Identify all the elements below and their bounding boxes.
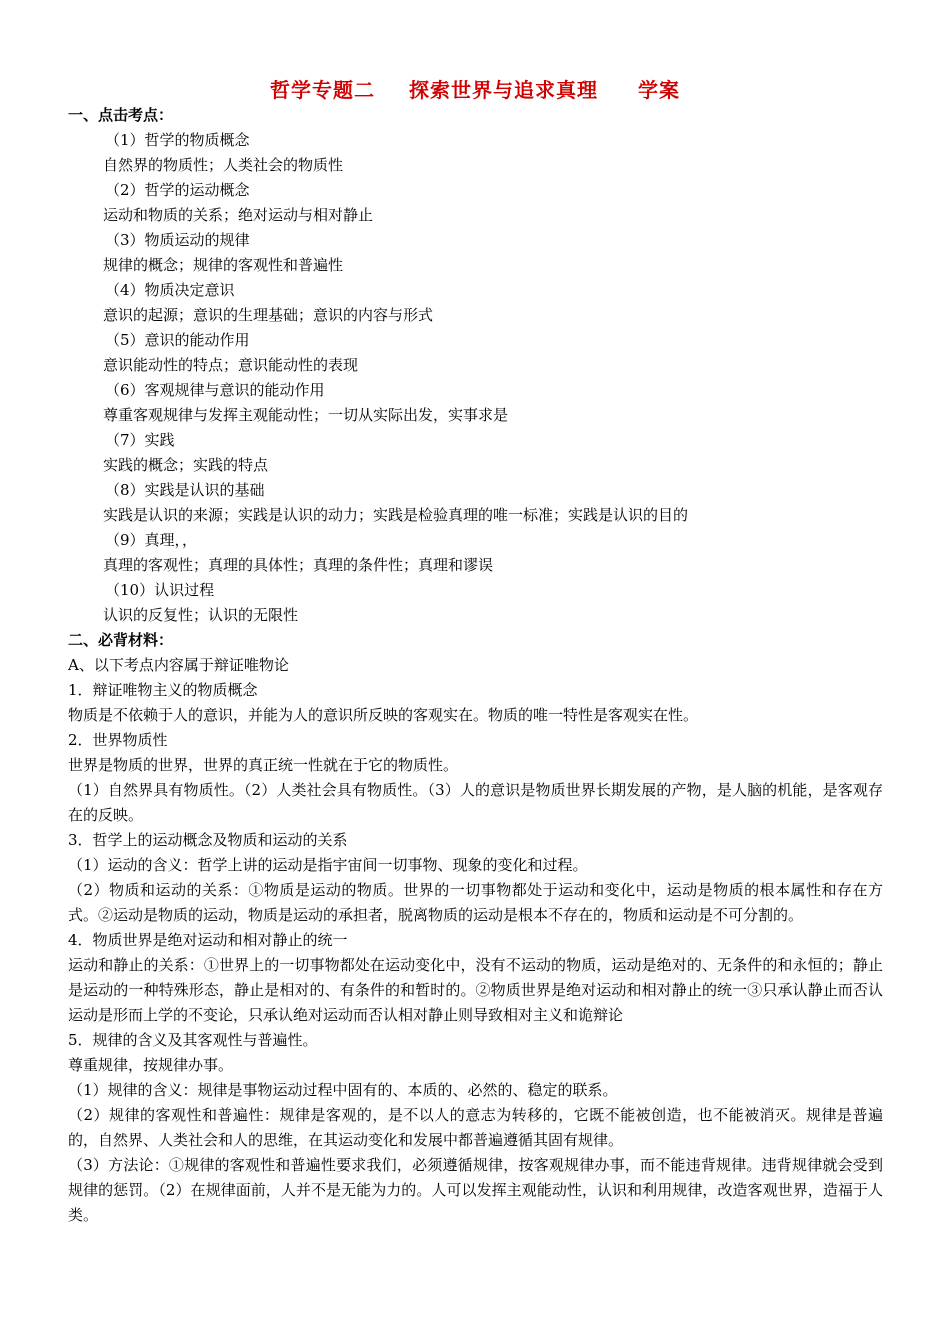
material-line: （1）运动的含义：哲学上讲的运动是指宇宙间一切事物、现象的变化和过程。 (68, 856, 588, 874)
topic-2: （2）哲学的运动概念 (105, 181, 250, 199)
title-part-1: 哲学专题二 (270, 78, 375, 102)
topic-2-detail: 运动和物质的关系；绝对运动与相对静止 (103, 206, 374, 224)
section-1-heading: 一、点击考点： (68, 106, 174, 124)
title-part-2: 探索世界与追求真理 (409, 78, 598, 102)
topic-5-detail: 意识能动性的特点；意识能动性的表现 (103, 356, 359, 374)
material-line: 1．辩证唯物主义的物质概念 (68, 681, 258, 699)
title-part-3: 学案 (638, 78, 680, 102)
material-line: A、以下考点内容属于辩证唯物论 (68, 656, 289, 674)
section-2-heading: 二、必背材料： (68, 631, 174, 649)
topic-6: （6）客观规律与意识的能动作用 (105, 381, 325, 399)
topic-1: （1）哲学的物质概念 (105, 131, 250, 149)
topic-10: （10）认识过程 (105, 581, 215, 599)
material-line: （1）自然界具有物质性。（2）人类社会具有物质性。（3）人的意识是物质世界长期发展的产物，是人脑的机能，是客观存在的反映。 (68, 781, 883, 824)
material-line: （1）规律的含义：规律是事物运动过程中固有的、本质的、必然的、稳定的联系。 (68, 1081, 618, 1099)
material-line: （2）规律的客观性和普遍性：规律是客观的，是不以人的意志为转移的，它既不能被创造，也不能被消灭。规律是普遍的，自然界、人类社会和人的思维，在其运动变化和发展中都普遍遵循其固有规律。 (68, 1106, 883, 1149)
material-line: （3）方法论：①规律的客观性和普遍性要求我们，必须遵循规律，按客观规律办事，而不能违背规律。违背规律就会受到规律的惩罚。（2）在规律面前，人并不是无能为力的。人可以发挥主观能动性，认识和利用规律，改造客观世界，造福于人类。 (68, 1156, 883, 1224)
material-line: 尊重规律，按规律办事。 (68, 1056, 234, 1074)
topic-1-detail: 自然界的物质性；人类社会的物质性 (103, 156, 344, 174)
topic-7: （7）实践 (105, 431, 175, 449)
topic-6-detail: 尊重客观规律与发挥主观能动性；一切从实际出发，实事求是 (103, 406, 509, 424)
material-line: 物质是不依赖于人的意识，并能为人的意识所反映的客观实在。物质的唯一特性是客观实在性。 (68, 706, 699, 724)
topic-3-detail: 规律的概念；规律的客观性和普遍性 (103, 256, 344, 274)
material-line: 运动和静止的关系：①世界上的一切事物都处在运动变化中，没有不运动的物质，运动是绝对的、无条件的和永恒的；静止是运动的一种特殊形态，静止是相对的、有条件的和暂时的。②物质世界是绝对运动和相对静止的统一③只承认静止而否认运动是形而上学的不变论，只承认绝对运动而否认相对静止则导致相对主义和诡辩论 (68, 956, 883, 1024)
material-line: 4．物质世界是绝对运动和相对静止的统一 (68, 931, 348, 949)
material-line: 2．世界物质性 (68, 731, 168, 749)
topic-5: （5）意识的能动作用 (105, 331, 250, 349)
topic-3: （3）物质运动的规律 (105, 231, 250, 249)
topic-9: （9）真理，， (105, 531, 198, 549)
topic-10-detail: 认识的反复性；认识的无限性 (103, 606, 299, 624)
material-line: （2）物质和运动的关系：①物质是运动的物质。世界的一切事物都处于运动和变化中，运动是物质的根本属性和存在方式。②运动是物质的运动，物质是运动的承担者，脱离物质的运动是根本不存在的，物质和运动是不可分割的。 (68, 881, 883, 924)
material-line: 3．哲学上的运动概念及物质和运动的关系 (68, 831, 348, 849)
material-line: 世界是物质的世界，世界的真正统一性就在于它的物质性。 (68, 756, 459, 774)
topic-4-detail: 意识的起源；意识的生理基础；意识的内容与形式 (103, 306, 434, 324)
topic-7-detail: 实践的概念；实践的特点 (103, 456, 269, 474)
material-line: 5．规律的含义及其客观性与普遍性。 (68, 1031, 318, 1049)
topic-8-detail: 实践是认识的来源；实践是认识的动力；实践是检验真理的唯一标准；实践是认识的目的 (103, 506, 689, 524)
topic-9-detail: 真理的客观性；真理的具体性；真理的条件性；真理和谬误 (103, 556, 494, 574)
topic-8: （8）实践是认识的基础 (105, 481, 265, 499)
document-body (68, 103, 883, 1228)
page-title (0, 74, 950, 103)
topic-4: （4）物质决定意识 (105, 281, 235, 299)
